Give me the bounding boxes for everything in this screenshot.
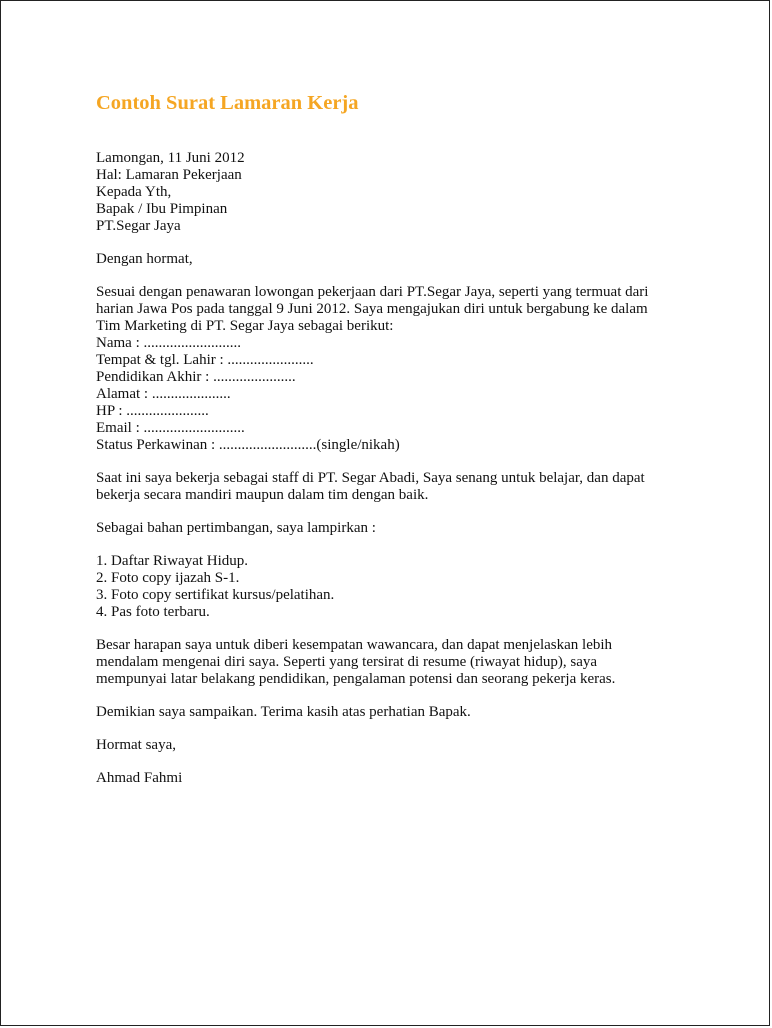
intro-line: harian Jawa Pos pada tanggal 9 Juni 2012. Saya mengajukan diri untuk bergabung ke dalam xyxy=(96,301,648,317)
hope-paragraph xyxy=(96,637,696,688)
work-line: Saat ini saya bekerja sebagai staff di PT. Segar Abadi, Saya senang untuk belajar, dan dapat xyxy=(96,470,645,486)
field-alamat: Alamat : ..................... xyxy=(96,386,231,402)
intro-paragraph xyxy=(96,284,696,335)
field-nama: Nama : .......................... xyxy=(96,335,241,351)
attachments-list xyxy=(96,553,696,621)
field-status: Status Perkawinan : ..........................(single/nikah) xyxy=(96,437,400,453)
hope-line: mendalam mengenai diri saya. Seperti yang tersirat di resume (riwayat hidup), saya xyxy=(96,654,598,670)
attachments-intro: Sebagai bahan pertimbangan, saya lampirkan : xyxy=(96,520,376,536)
signature-name: Ahmad Fahmi xyxy=(96,770,183,786)
intro-line: Tim Marketing di PT. Segar Jaya sebagai berikut: xyxy=(96,318,394,334)
recipient-salutation: Kepada Yth, xyxy=(96,184,172,200)
personal-fields xyxy=(96,335,696,454)
hope-line: mempunyai latar belakang pendidikan, pengalaman potensi dan seorang pekerja keras. xyxy=(96,671,616,687)
field-hp: HP : ...................... xyxy=(96,403,209,419)
work-paragraph xyxy=(96,470,696,504)
field-pendidikan: Pendidikan Akhir : ...................... xyxy=(96,369,296,385)
recipient-company: PT.Segar Jaya xyxy=(96,218,181,234)
letter-body xyxy=(96,89,696,787)
attachment-item: 3. Foto copy sertifikat kursus/pelatihan. xyxy=(96,587,335,603)
letter-header xyxy=(96,150,696,235)
hope-line: Besar harapan saya untuk diberi kesempatan wawancara, dan dapat menjelaskan lebih xyxy=(96,637,613,653)
date-line: Lamongan, 11 Juni 2012 xyxy=(96,150,245,166)
intro-line: Sesuai dengan penawaran lowongan pekerjaan dari PT.Segar Jaya, seperti yang termuat dari xyxy=(96,284,649,300)
recipient-title: Bapak / Ibu Pimpinan xyxy=(96,201,228,217)
attachment-item: 2. Foto copy ijazah S-1. xyxy=(96,570,240,586)
document-title: Contoh Surat Lamaran Kerja xyxy=(96,92,359,114)
attachment-item: 1. Daftar Riwayat Hidup. xyxy=(96,553,249,569)
greeting: Dengan hormat, xyxy=(96,251,193,267)
attachment-item: 4. Pas foto terbaru. xyxy=(96,604,210,620)
regards-line: Hormat saya, xyxy=(96,737,176,753)
field-tempat-lahir: Tempat & tgl. Lahir : ....................... xyxy=(96,352,314,368)
closing-line: Demikian saya sampaikan. Terima kasih atas perhatian Bapak. xyxy=(96,704,471,720)
field-email: Email : ........................... xyxy=(96,420,245,436)
work-line: bekerja secara mandiri maupun dalam tim dengan baik. xyxy=(96,487,429,503)
subject-line: Hal: Lamaran Pekerjaan xyxy=(96,167,242,183)
